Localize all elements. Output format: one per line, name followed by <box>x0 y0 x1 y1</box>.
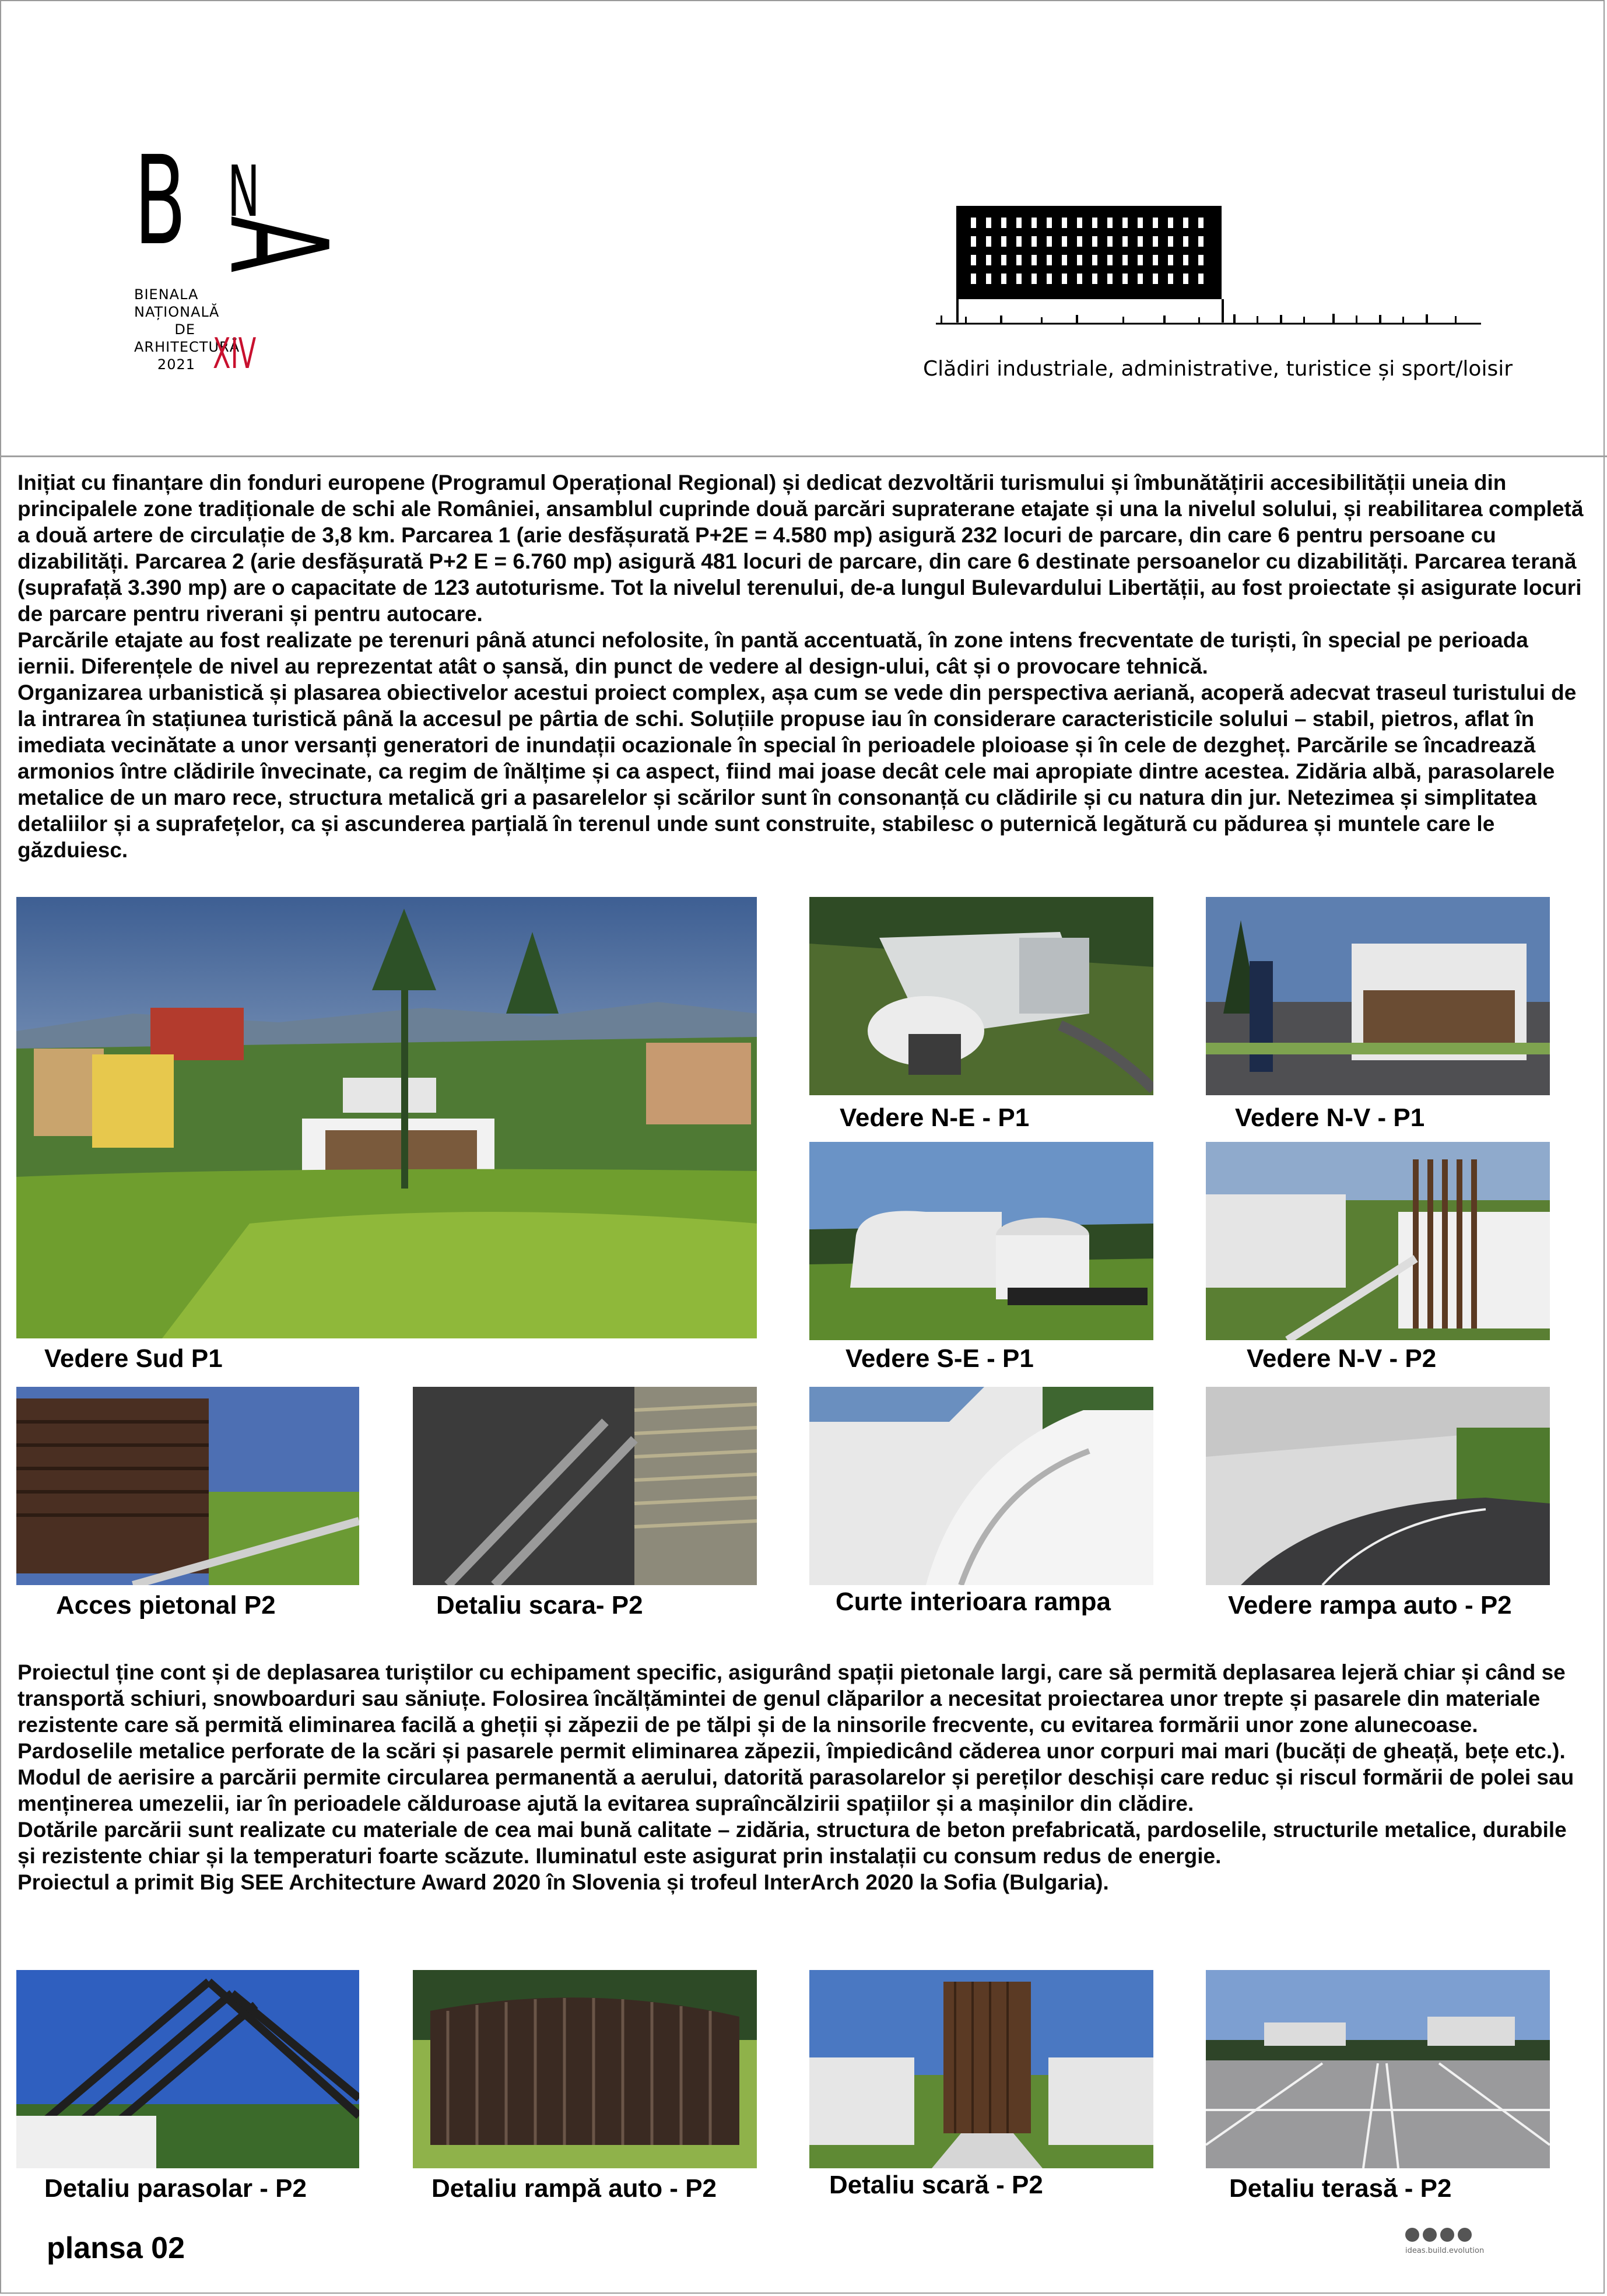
firm-tagline: ideas.build.evolution <box>1405 2246 1485 2255</box>
firm-logo-mark <box>1405 2228 1504 2242</box>
caption-vedere-rampa-auto-p2: Vedere rampa auto - P2 <box>1228 1591 1512 1620</box>
caption-acces-pietonal-p2: Acces pietonal P2 <box>56 1591 276 1620</box>
photo-detaliu-terasa-p2 <box>1206 1970 1550 2168</box>
caption-vedere-nv-p2: Vedere N-V - P2 <box>1247 1344 1437 1373</box>
photo-vedere-sud-p1 <box>16 897 757 1338</box>
caption-detaliu-scara-p2: Detaliu scara- P2 <box>436 1591 643 1620</box>
caption-detaliu-scara-p2-b: Detaliu scară - P2 <box>829 2171 1043 2199</box>
outro-text <box>17 1659 1586 1895</box>
caption-vedere-ne-p1: Vedere N-E - P1 <box>840 1103 1030 1132</box>
sheet-number: plansa 02 <box>47 2231 185 2265</box>
category-building-icon <box>930 201 1484 335</box>
caption-detaliu-parasolar-p2: Detaliu parasolar - P2 <box>44 2174 307 2203</box>
photo-vedere-rampa-auto-p2 <box>1206 1387 1550 1585</box>
outro-paragraph: Proiectul a primit Big SEE Architecture Award 2020 în Slovenia și trofeul InterArch 2020 la Sofia (Bulgaria). <box>17 1870 1109 1894</box>
photo-detaliu-scara-p2 <box>413 1387 757 1585</box>
intro-paragraph: Organizarea urbanistică și plasarea obiectivelor acestui proiect complex, așa cum se vede din perspectiva aeriană, acoperă adecvat traseul turistului de la intrarea în stațiunea turistică până la accesul pe pârtia de schi. Soluțiile propuse iau în considerare caracteristicile solului – stabil, pietros, aflat în imediata vecinătate a unor versanți generatori de inundații ocazionale în special în perioadele ploioase și în cele de dezgheț. Parcările se încadrează armonios între clădirile învecinate, ca regim de înălțime și ca aspect, fiind mai joase decât cele mai apropiate dintre acestea. Zidăria albă, parasolarele metalice de un maro rece, structura metalică gri a pasarelelor și scărilor sunt în consonanță cu clădirile și cu natura din jur. Netezimea și simplitatea detaliilor și a suprafețelor, ca și ascunderea parțială în terenul unde sunt construite, stabilesc o puternică legătură cu pădurea și muntele care le găzduiesc. <box>17 681 1577 862</box>
intro-paragraph: Inițiat cu finanțare din fonduri europene (Programul Operațional Regional) și dedicat dezvoltării turismului și îmbunătățirii accesibilității uneia din principalele zone tradiționale de schi ale României, ansamblul cuprinde două parcări supraterane etajate și una la nivelul solului, și reabilitarea completă a două artere de circulație de 3,8 km. Parcarea 1 (arie desfășurată P+2E = 4.580 mp) asigură 232 locuri de parcare, din care 6 pentru persoane cu dizabilități. Parcarea 2 (arie desfășurată P+2 E = 6.760 mp) asigură 481 locuri de parcare, din care 6 destinate persoanelor cu dizabilități. Parcarea terană (suprafață 3.390 mp) are o capacitate de 123 autoturisme. Tot la nivelul terenului, de-a lungul Bulevardului Libertății, au fost proiectate și asigurate locuri de parcare pentru riverani și pentru autocare. <box>17 471 1584 626</box>
photo-curte-interioara-rampa <box>809 1387 1153 1585</box>
caption-curte-interioara-rampa: Curte interioara rampa <box>836 1587 1111 1616</box>
photo-detaliu-scara-p2-b <box>809 1970 1153 2168</box>
firm-logo <box>1405 2228 1504 2274</box>
logo-edition: XIV <box>213 329 257 378</box>
outro-paragraph: Dotările parcării sunt realizate cu materiale de cea mai bună calitate – zidăria, structura de beton prefabricată, pardoselile, structurile metalice, durabile și rezistente chiar și la temperaturi foarte scăzute. Iluminatul este asigurat prin instalații cu consum redus de energie. <box>17 1818 1567 1868</box>
logo-letter-b: B <box>134 129 187 272</box>
caption-detaliu-rampa-auto-p2: Detaliu rampă auto - P2 <box>431 2174 717 2203</box>
caption-vedere-se-p1: Vedere S-E - P1 <box>845 1344 1034 1373</box>
caption-vedere-sud-p1: Vedere Sud P1 <box>44 1344 223 1373</box>
intro-paragraph: Parcările etajate au fost realizate pe terenuri până atunci nefolosite, în pantă accentuată, în zone intens frecventate de turiști, în special pe perioada iernii. Diferențele de nivel au reprezentat atât o șansă, din punct de vedere al design-ului, cât și o provocare tehnică. <box>17 628 1528 678</box>
photo-detaliu-parasolar-p2 <box>16 1970 359 2168</box>
photo-vedere-se-p1 <box>809 1142 1153 1340</box>
photo-vedere-nv-p1 <box>1206 897 1550 1095</box>
logo-letter-n: N <box>227 152 260 233</box>
photo-detaliu-rampa-auto-p2 <box>413 1970 757 2168</box>
logo-letter-a: A <box>199 216 355 273</box>
intro-text <box>17 469 1586 863</box>
header-divider <box>0 455 1607 457</box>
photo-acces-pietonal-p2 <box>16 1387 359 1585</box>
caption-detaliu-terasa-p2: Detaliu terasă - P2 <box>1229 2174 1452 2203</box>
photo-vedere-ne-p1 <box>809 897 1153 1095</box>
category-label: Clădiri industriale, administrative, turistice și sport/loisir <box>923 357 1513 381</box>
caption-vedere-nv-p1: Vedere N-V - P1 <box>1235 1103 1425 1132</box>
logo-text: BIENALA NAȚIONALĂ DE ARHITECTURĂ 2021 <box>134 286 240 373</box>
bna-logo <box>134 129 355 408</box>
photo-vedere-nv-p2 <box>1206 1142 1550 1340</box>
outro-paragraph: Proiectul ține cont și de deplasarea turiștilor cu echipament specific, asigurând spații pietonale largi, care să permită deplasarea lejeră chiar și când se transportă schiuri, snowboarduri sau săniuțe. Folosirea încălțămintei de genul clăparilor a necesitat proiectarea unor trepte și pasarele din materiale rezistente care să permită eliminarea facilă a gheții și zăpezii de pe tălpi și de la ninsorile frecvente, cu evitarea formării unor zone alunecoase. Pardoselile metalice perforate de la scări și pasarele permit eliminarea zăpezii, împiedicând căderea unor corpuri mai mari (bucăți de gheață, bețe etc.). Modul de aerisire a parcării permite circularea permanentă a aerului, datorită parasolarelor și pereților deschiși care reduc și riscul formării de polei sau menținerea umezelii, iar în perioadele călduroase ajută la evitarea supraîncălzirii spațiilor și a mașinilor din clădire. <box>17 1660 1574 1815</box>
